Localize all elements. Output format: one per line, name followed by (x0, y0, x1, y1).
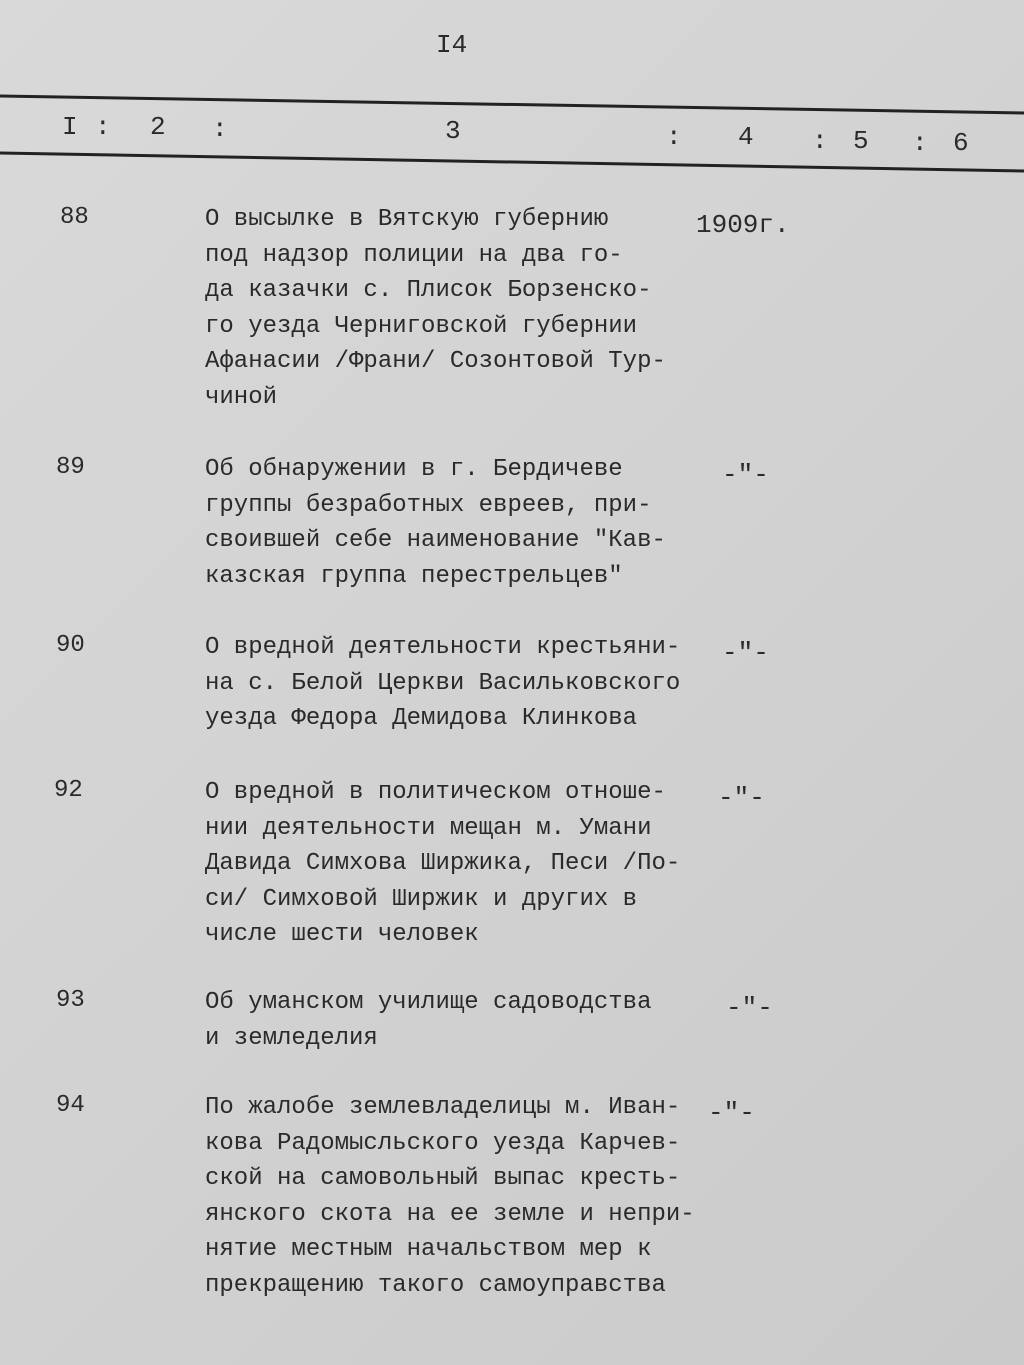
entry-description (205, 202, 666, 415)
entry-number: 89 (56, 454, 85, 481)
col-4: 4 (738, 122, 754, 152)
description-line: под надзор полиции на два го- (205, 241, 623, 269)
entry-number: 93 (56, 987, 85, 1014)
description-line: Об обнаружении в г. Бердичеве (205, 456, 623, 483)
description-line: на с. Белой Церкви Васильковского (205, 669, 681, 697)
entry-date: 1909г. (696, 210, 790, 240)
entry-date: -"- (708, 1098, 755, 1128)
description-line: нятие местным начальством мер к (205, 1236, 652, 1263)
col-3: 3 (445, 116, 461, 146)
entry-description (205, 775, 680, 953)
description-line: группы безработных евреев, при- (205, 491, 652, 519)
description-line: О вредной в политическом отноше- (205, 779, 666, 806)
description-line: го уезда Черниговской губернии (205, 312, 638, 340)
description-line: числе шести человек (205, 921, 479, 948)
col-sep: : (666, 122, 682, 152)
description-line: По жалобе землевладелицы м. Иван- (205, 1094, 681, 1121)
description-line: да казачки с. Плисок Борзенско- (205, 277, 652, 304)
description-line: Афанасии /Франи/ Созонтовой Тур- (205, 348, 666, 375)
col-sep: : (812, 126, 828, 156)
col-sep: : (912, 128, 928, 158)
description-line: и земледелия (205, 1024, 378, 1052)
description-line: янского скота на ее земле и непри- (205, 1200, 695, 1228)
entry-description (205, 985, 651, 1056)
entry-number: 92 (54, 777, 83, 804)
description-line: нии деятельности мещан м. Умани (205, 814, 652, 842)
entry-number: 88 (60, 204, 89, 231)
description-line: чиной (205, 383, 278, 411)
description-line: Об уманском училище садоводства (205, 989, 652, 1016)
col-5: 5 (853, 126, 869, 156)
col-6: 6 (953, 128, 969, 158)
entry-number: 94 (56, 1092, 85, 1119)
col-1: I (62, 112, 78, 142)
entry-date: -"- (718, 783, 765, 813)
col-sep: : (95, 112, 111, 142)
col-2: 2 (150, 112, 166, 142)
entry-number: 90 (56, 632, 85, 659)
description-line: казская группа перестрельцев" (205, 562, 623, 590)
entry-date: -"- (722, 460, 769, 490)
page-number: I4 (436, 30, 468, 60)
description-line: О вредной деятельности крестьяни- (205, 634, 681, 661)
description-line: си/ Симховой Ширжик и других в (205, 885, 638, 913)
header-top-rule (0, 96, 1024, 113)
entry-description (205, 1090, 695, 1303)
description-line: кова Радомысльского уезда Карчев- (205, 1129, 681, 1157)
entry-description (205, 452, 666, 594)
header-bottom-rule (0, 153, 1024, 171)
description-line: своившей себе наименование "Кав- (205, 527, 666, 554)
description-line: О высылке в Вятскую губернию (205, 206, 609, 233)
description-line: прекращению такого самоуправства (205, 1271, 666, 1299)
entry-date: -"- (726, 993, 773, 1023)
description-line: уезда Федора Демидова Клинкова (205, 705, 638, 732)
description-line: ской на самовольный выпас кресть- (205, 1165, 681, 1192)
col-sep: : (212, 114, 228, 144)
entry-date: -"- (722, 638, 769, 668)
description-line: Давида Симхова Ширжика, Песи /По- (205, 850, 681, 877)
entry-description (205, 630, 680, 737)
